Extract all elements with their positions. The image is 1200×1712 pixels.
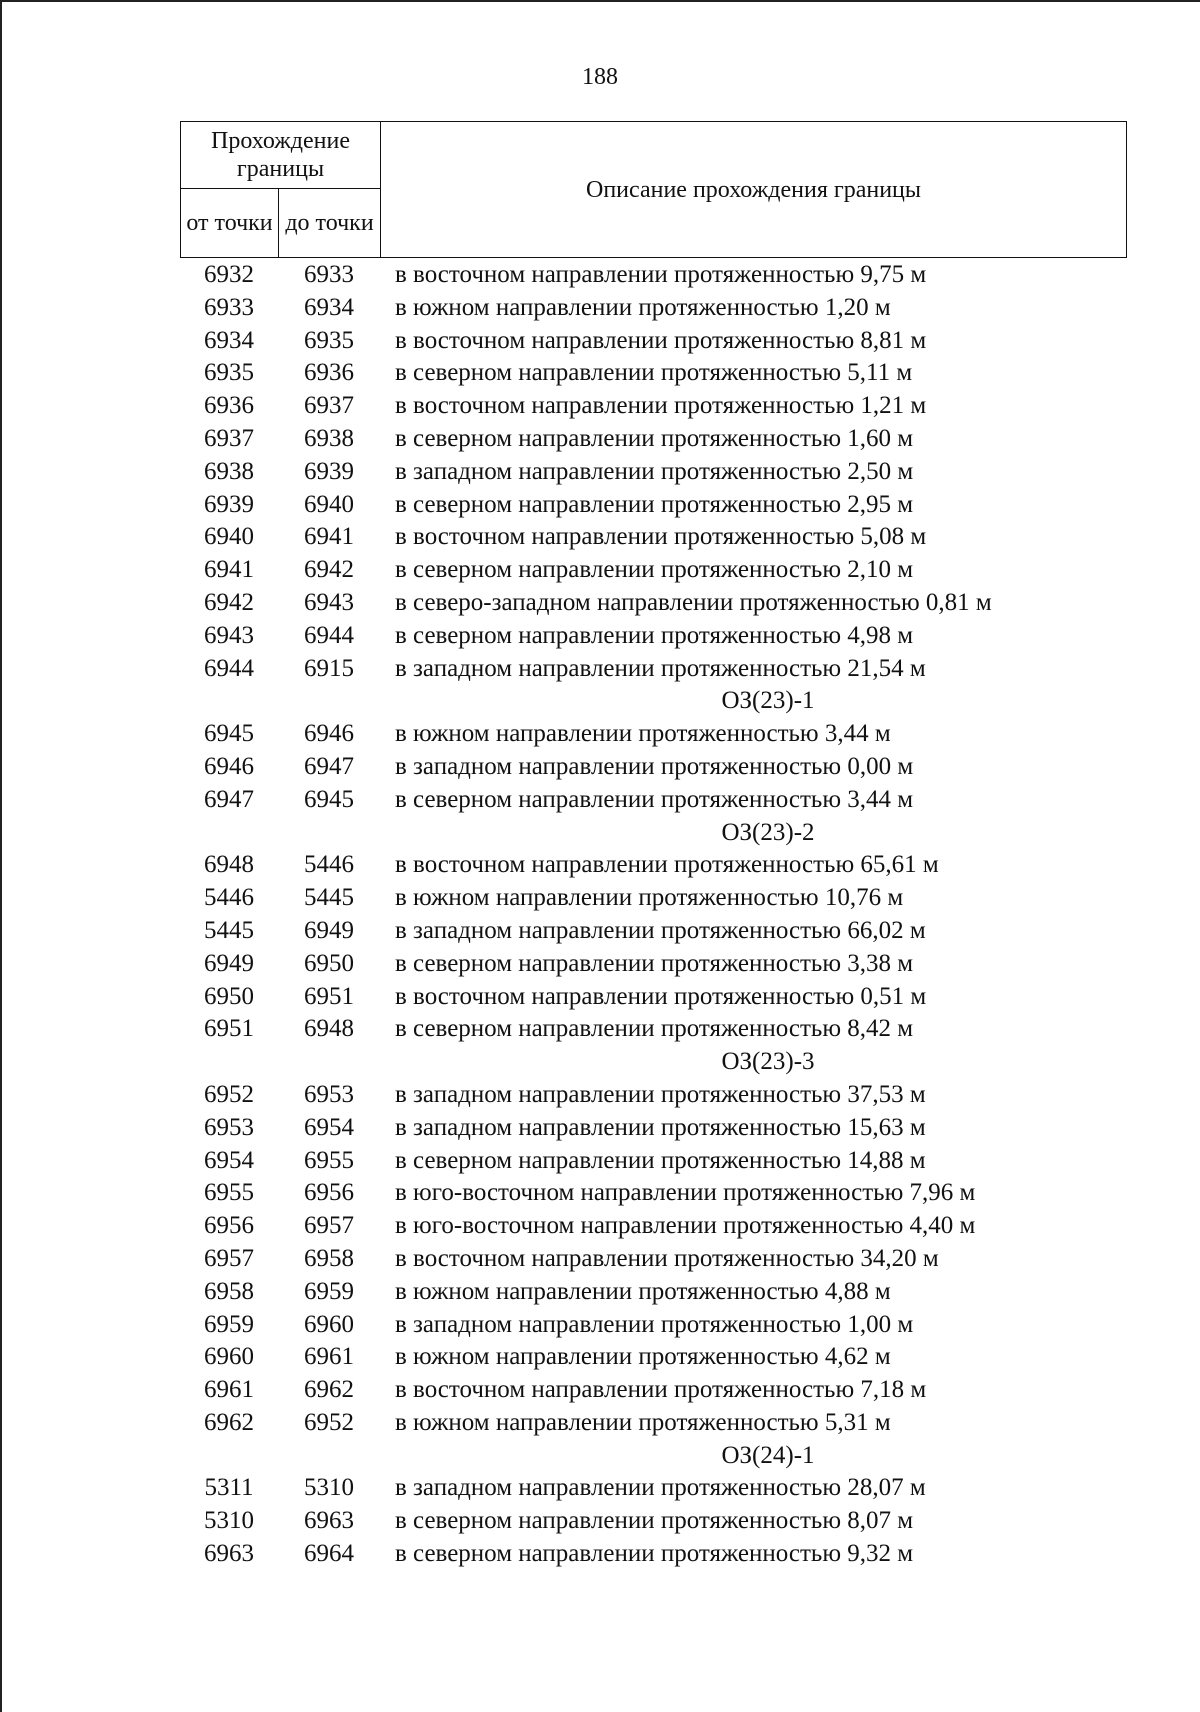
passage-description: в юго-восточном направлении протяженностью 7,96 м bbox=[395, 1179, 976, 1207]
table-row bbox=[180, 915, 1160, 948]
from-point: 6948 bbox=[204, 851, 254, 879]
from-point: 6950 bbox=[204, 982, 254, 1010]
to-point: 6952 bbox=[304, 1408, 354, 1436]
to-point: 6944 bbox=[304, 621, 354, 649]
to-point: 6948 bbox=[304, 1015, 354, 1043]
table-row bbox=[180, 1177, 1160, 1210]
passage-description: в южном направлении протяженностью 5,31 м bbox=[395, 1408, 891, 1436]
to-point: 5310 bbox=[304, 1474, 354, 1502]
page-number: 188 bbox=[582, 64, 618, 90]
section-title: ОЗ(24)-1 bbox=[721, 1441, 815, 1469]
passage-description: в южном направлении протяженностью 3,44 м bbox=[395, 720, 891, 748]
header-passage-cell bbox=[181, 122, 381, 189]
header-description-cell bbox=[381, 122, 1127, 258]
table-row bbox=[180, 357, 1160, 390]
header-passage-label: Прохождение границы bbox=[211, 128, 351, 182]
table-row bbox=[180, 1145, 1160, 1178]
from-point: 6960 bbox=[204, 1343, 254, 1371]
to-point: 6942 bbox=[304, 556, 354, 584]
passage-description: в северном направлении протяженностью 9,32 м bbox=[395, 1540, 914, 1568]
to-point: 6943 bbox=[304, 588, 354, 616]
table-row bbox=[180, 1013, 1160, 1046]
to-point: 6940 bbox=[304, 490, 354, 518]
from-point: 6961 bbox=[204, 1376, 254, 1404]
header-from-label: от точки bbox=[186, 210, 273, 236]
from-point: 6947 bbox=[204, 785, 254, 813]
table-row bbox=[180, 1112, 1160, 1145]
to-point: 6934 bbox=[304, 293, 354, 321]
header-to-label: до точки bbox=[285, 210, 374, 236]
from-point: 6939 bbox=[204, 490, 254, 518]
table-row bbox=[180, 849, 1160, 882]
from-point: 6935 bbox=[204, 359, 254, 387]
from-point: 6942 bbox=[204, 588, 254, 616]
to-point: 6960 bbox=[304, 1310, 354, 1338]
from-point: 6941 bbox=[204, 556, 254, 584]
table-row bbox=[180, 325, 1160, 358]
table-row bbox=[180, 554, 1160, 587]
from-point: 6936 bbox=[204, 392, 254, 420]
from-point: 6934 bbox=[204, 326, 254, 354]
passage-description: в восточном направлении протяженностью 9,75 м bbox=[395, 261, 927, 288]
passage-description: в западном направлении протяженностью 66,02 м bbox=[395, 916, 926, 944]
table-row bbox=[180, 1472, 1160, 1505]
from-point: 6932 bbox=[204, 261, 254, 288]
scan-edge-left bbox=[0, 0, 2, 1712]
table-row bbox=[180, 521, 1160, 554]
to-point: 6961 bbox=[304, 1343, 354, 1371]
passage-description: в западном направлении протяженностью 15,63 м bbox=[395, 1113, 926, 1141]
table-row bbox=[180, 390, 1160, 423]
table-row bbox=[180, 751, 1160, 784]
to-point: 6956 bbox=[304, 1179, 354, 1207]
table-row bbox=[180, 1276, 1160, 1309]
to-point: 6964 bbox=[304, 1540, 354, 1568]
to-point: 6936 bbox=[304, 359, 354, 387]
table-row bbox=[180, 948, 1160, 981]
passage-description: в северо-западном направлении протяженностью 0,81 м bbox=[395, 588, 992, 616]
to-point: 6951 bbox=[304, 982, 354, 1010]
from-point: 6940 bbox=[204, 523, 254, 551]
passage-description: в южном направлении протяженностью 10,76 м bbox=[395, 884, 904, 912]
table-header bbox=[180, 121, 1127, 258]
from-point: 6938 bbox=[204, 457, 254, 485]
table-row bbox=[180, 718, 1160, 751]
passage-description: в северном направлении протяженностью 2,10 м bbox=[395, 556, 914, 584]
from-point: 6952 bbox=[204, 1080, 254, 1108]
passage-description: в северном направлении протяженностью 1,60 м bbox=[395, 424, 914, 452]
from-point: 6963 bbox=[204, 1540, 254, 1568]
scan-edge-top bbox=[0, 0, 1200, 2]
from-point: 6951 bbox=[204, 1015, 254, 1043]
passage-description: в юго-восточном направлении протяженностью 4,40 м bbox=[395, 1212, 976, 1240]
table-row bbox=[180, 1079, 1160, 1112]
boundary-rows bbox=[180, 259, 1160, 1571]
from-point: 5310 bbox=[204, 1507, 254, 1535]
from-point: 6956 bbox=[204, 1212, 254, 1240]
to-point: 6935 bbox=[304, 326, 354, 354]
from-point: 6944 bbox=[204, 654, 254, 682]
section-title: ОЗ(23)-3 bbox=[721, 1048, 815, 1076]
to-point: 6937 bbox=[304, 392, 354, 420]
section-row bbox=[180, 1046, 1160, 1079]
section-title: ОЗ(23)-2 bbox=[721, 818, 815, 846]
to-point: 6933 bbox=[304, 261, 354, 288]
table-row bbox=[180, 882, 1160, 915]
from-point: 5311 bbox=[204, 1474, 254, 1502]
to-point: 6949 bbox=[304, 916, 354, 944]
passage-description: в северном направлении протяженностью 5,11 м bbox=[395, 359, 913, 387]
to-point: 6959 bbox=[304, 1277, 354, 1305]
to-point: 6915 bbox=[304, 654, 354, 682]
from-point: 6943 bbox=[204, 621, 254, 649]
passage-description: в восточном направлении протяженностью 8,81 м bbox=[395, 326, 927, 354]
header-from-cell bbox=[181, 189, 279, 258]
to-point: 6945 bbox=[304, 785, 354, 813]
passage-description: в восточном направлении протяженностью 34,20 м bbox=[395, 1244, 939, 1272]
to-point: 6957 bbox=[304, 1212, 354, 1240]
table-row bbox=[180, 620, 1160, 653]
to-point: 6941 bbox=[304, 523, 354, 551]
section-title: ОЗ(23)-1 bbox=[721, 687, 815, 715]
passage-description: в южном направлении протяженностью 1,20 м bbox=[395, 293, 891, 321]
table-row bbox=[180, 1538, 1160, 1571]
to-point: 6938 bbox=[304, 424, 354, 452]
to-point: 6955 bbox=[304, 1146, 354, 1174]
passage-description: в восточном направлении протяженностью 7,18 м bbox=[395, 1376, 927, 1404]
passage-description: в восточном направлении протяженностью 65,61 м bbox=[395, 851, 939, 879]
table-row bbox=[180, 456, 1160, 489]
from-point: 6949 bbox=[204, 949, 254, 977]
from-point: 6955 bbox=[204, 1179, 254, 1207]
table-row bbox=[180, 653, 1160, 686]
table-row bbox=[180, 1374, 1160, 1407]
header-to-cell bbox=[279, 189, 381, 258]
passage-description: в северном направлении протяженностью 4,98 м bbox=[395, 621, 914, 649]
from-point: 6954 bbox=[204, 1146, 254, 1174]
table-row bbox=[180, 981, 1160, 1014]
from-point: 6957 bbox=[204, 1244, 254, 1272]
table-row bbox=[180, 1210, 1160, 1243]
passage-description: в западном направлении протяженностью 1,00 м bbox=[395, 1310, 914, 1338]
to-point: 5445 bbox=[304, 884, 354, 912]
passage-description: в северном направлении протяженностью 3,44 м bbox=[395, 785, 914, 813]
passage-description: в северном направлении протяженностью 8,42 м bbox=[395, 1015, 914, 1043]
table-row bbox=[180, 259, 1160, 292]
table-row bbox=[180, 1505, 1160, 1538]
passage-description: в южном направлении протяженностью 4,62 м bbox=[395, 1343, 891, 1371]
table-row bbox=[180, 587, 1160, 620]
to-point: 6946 bbox=[304, 720, 354, 748]
table-row bbox=[180, 1341, 1160, 1374]
passage-description: в южном направлении протяженностью 4,88 м bbox=[395, 1277, 891, 1305]
passage-description: в западном направлении протяженностью 2,50 м bbox=[395, 457, 914, 485]
from-point: 6937 bbox=[204, 424, 254, 452]
to-point: 6950 bbox=[304, 949, 354, 977]
table-row bbox=[180, 1243, 1160, 1276]
table-row bbox=[180, 292, 1160, 325]
passage-description: в северном направлении протяженностью 2,95 м bbox=[395, 490, 914, 518]
from-point: 5446 bbox=[204, 884, 254, 912]
section-row bbox=[180, 685, 1160, 718]
from-point: 6953 bbox=[204, 1113, 254, 1141]
passage-description: в восточном направлении протяженностью 0,51 м bbox=[395, 982, 927, 1010]
from-point: 6959 bbox=[204, 1310, 254, 1338]
passage-description: в восточном направлении протяженностью 5,08 м bbox=[395, 523, 927, 551]
from-point: 5445 bbox=[204, 916, 254, 944]
table-row bbox=[180, 784, 1160, 817]
passage-description: в западном направлении протяженностью 28,07 м bbox=[395, 1474, 926, 1502]
passage-description: в северном направлении протяженностью 3,38 м bbox=[395, 949, 914, 977]
to-point: 6947 bbox=[304, 752, 354, 780]
to-point: 6962 bbox=[304, 1376, 354, 1404]
to-point: 6958 bbox=[304, 1244, 354, 1272]
section-row bbox=[180, 817, 1160, 850]
to-point: 6939 bbox=[304, 457, 354, 485]
to-point: 5446 bbox=[304, 851, 354, 879]
to-point: 6953 bbox=[304, 1080, 354, 1108]
passage-description: в северном направлении протяженностью 8,07 м bbox=[395, 1507, 914, 1535]
from-point: 6958 bbox=[204, 1277, 254, 1305]
to-point: 6963 bbox=[304, 1507, 354, 1535]
header-description-label: Описание прохождения границы bbox=[586, 176, 922, 203]
from-point: 6933 bbox=[204, 293, 254, 321]
from-point: 6945 bbox=[204, 720, 254, 748]
table-row bbox=[180, 1309, 1160, 1342]
passage-description: в восточном направлении протяженностью 1,21 м bbox=[395, 392, 927, 420]
table-row bbox=[180, 423, 1160, 456]
table-row bbox=[180, 1407, 1160, 1440]
table-row bbox=[180, 489, 1160, 522]
to-point: 6954 bbox=[304, 1113, 354, 1141]
passage-description: в западном направлении протяженностью 0,00 м bbox=[395, 752, 914, 780]
section-row bbox=[180, 1440, 1160, 1473]
passage-description: в западном направлении протяженностью 21,54 м bbox=[395, 654, 926, 682]
from-point: 6962 bbox=[204, 1408, 254, 1436]
from-point: 6946 bbox=[204, 752, 254, 780]
passage-description: в западном направлении протяженностью 37,53 м bbox=[395, 1080, 926, 1108]
passage-description: в северном направлении протяженностью 14,88 м bbox=[395, 1146, 926, 1174]
